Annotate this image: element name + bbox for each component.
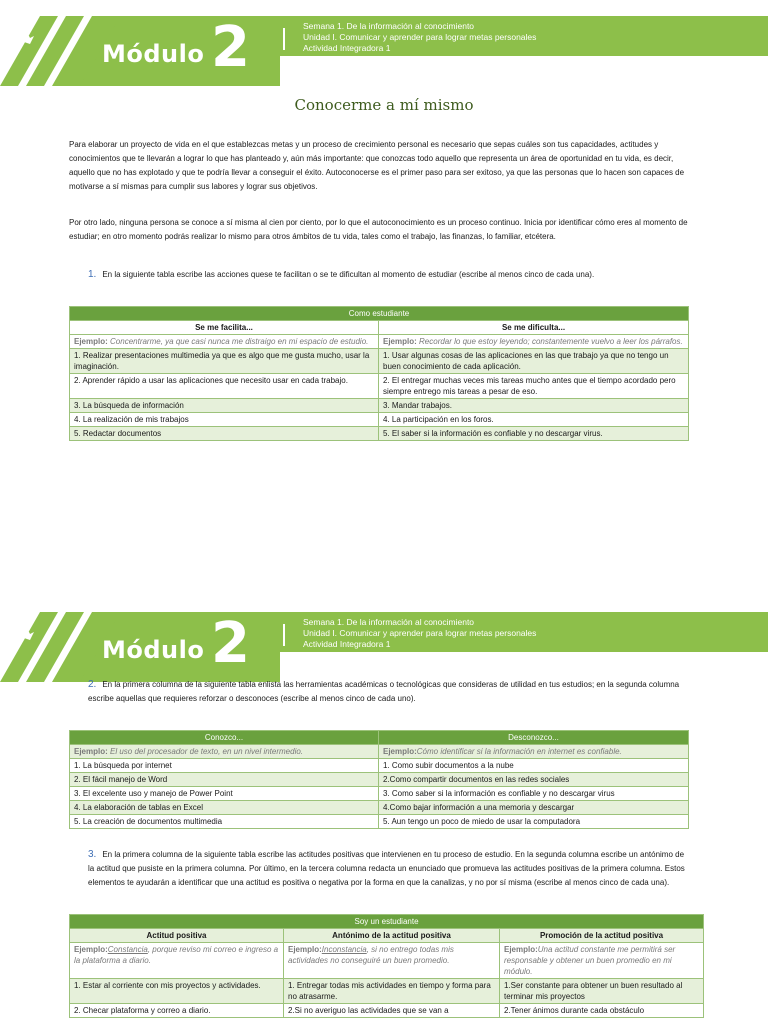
table-row [70,759,689,773]
table-cell: 1. Estar al corriente con mis proyectos y actividades. [70,979,284,1004]
table-cell: 4.Como bajar información a una memoria y descargar [379,801,689,815]
page-2 [0,596,768,1024]
banner-unit: Unidad I. Comunicar y aprender para lograr metas personales [303,628,537,638]
page-title: Conocerme a mí mismo [294,96,474,114]
table-row [70,399,689,413]
example-cell: Ejemplo: Concentrarme, ya que casi nunca me distraigo en mi espacio de estudio. [70,335,379,349]
table-cell: 4. La participación en los foros. [379,413,689,427]
table-cell: 2.Como compartir documentos en las redes sociales [379,773,689,787]
table-cell: 5. El saber si la información es confiable y no descargar virus. [379,427,689,441]
question-text: En la primera columna de la siguiente tabla enlista las herramientas académicas o tecnológicas que consideras de utilidad en tus estudios; en la segunda columna escribe aquellas que requieres reforzar o desconoces (escribe al menos cinco de cada uno). [88,680,680,703]
table-cell: 2. El entregar muchas veces mis tareas mucho antes que el tiempo acordado pero siempre entrego mis tareas a pesar de eso. [379,374,689,399]
column-header: Se me dificulta... [379,321,689,335]
table-row [70,745,689,759]
table-row [70,1004,704,1018]
banner-divider [283,28,285,50]
table-title: Como estudiante [70,307,689,321]
table-cell: 3. La búsqueda de información [70,399,379,413]
table-row [70,413,689,427]
banner-unit: Unidad I. Comunicar y aprender para lograr metas personales [303,32,537,42]
banner-activity: Actividad Integradora 1 [303,639,391,649]
table-cell: 5. Redactar documentos [70,427,379,441]
table-cell: 1.Ser constante para obtener un buen resultado al terminar mis proyectos [500,979,704,1004]
table-cell: 1. Realizar presentaciones multimedia ya que es algo que me gusta mucho, usar la imaginación. [70,349,379,374]
table-cell: 3. Como saber si la información es confiable y no descargar virus [379,787,689,801]
module-number: 2 [211,15,250,80]
column-header: Conozco... [70,731,379,745]
question-number: 2. [88,679,97,690]
table-cell: 2.Tener ánimos durante cada obstáculo [500,1004,704,1018]
banner-week: Semana 1. De la información al conocimiento [303,617,475,627]
column-header: Desconozco... [379,731,689,745]
table-cell: 3. El excelente uso y manejo de Power Point [70,787,379,801]
table-cell: 5. La creación de documentos multimedia [70,815,379,829]
table-cell: 3. Mandar trabajos. [379,399,689,413]
question-1 [88,268,698,282]
example-cell: Ejemplo:Una actitud constante me permitirá ser responsable y obtener un buen promedio en mi módulo. [500,943,704,979]
banner-activity: Actividad Integradora 1 [303,43,391,53]
table-row [70,979,704,1004]
table-cell: 4. La realización de mis trabajos [70,413,379,427]
question-number: 1. [88,269,97,280]
module-banner [0,612,768,682]
intro-paragraph-1: Para elaborar un proyecto de vida en el que establezcas metas y un proceso de crecimiento personal es necesario que sepas cuáles son tus capacidades, actitudes y conocimientos que te llevarán a lograr lo que has planteado y, aún más importante: que conozcas todo aquello que representa un área de oportunidad en tu vida, es decir, aquello que no has explotado y que te podría llevar a conseguir el éxito. Autoconocerse es el primer paso para ser exitoso, ya que las personas que lo hacen son capaces de motivarse a sí mismas para cumplir sus labores y lograr sus objetivos. [69,140,685,191]
table-row [70,335,689,349]
table-conozco-desconozco [69,730,689,829]
question-2 [88,678,688,706]
banner-week: Semana 1. De la información al conocimiento [303,21,475,31]
table-row [70,787,689,801]
table-cell: 2. El fácil manejo de Word [70,773,379,787]
table-cell: 1. La búsqueda por internet [70,759,379,773]
column-header: Antónimo de la actitud positiva [284,929,500,943]
sep-logo-icon [0,624,36,648]
question-3 [88,848,688,890]
table-cell: 2. Aprender rápido a usar las aplicaciones que necesito usar en cada trabajo. [70,374,379,399]
column-header: Promoción de la actitud positiva [500,929,704,943]
table-cell: 1. Como subir documentos a la nube [379,759,689,773]
example-cell: Ejemplo:Cómo identificar si la información en internet es confiable. [379,745,689,759]
table-title: Soy un estudiante [70,915,704,929]
table-row [70,801,689,815]
table-cell: 2. Checar plataforma y correo a diario. [70,1004,284,1018]
table-row [70,815,689,829]
table-soy-estudiante [69,914,704,1018]
table-cell: 1. Usar algunas cosas de las aplicaciones en las que trabajo ya que no tengo un buen conocimiento de cada aplicación. [379,349,689,374]
table-cell: 2.Si no averiguo las actividades que se van a [284,1004,500,1018]
question-text: En la primera columna de la siguiente tabla escribe las actitudes positivas que intervienen en tu proceso de estudio. En la segunda columna escribe un antónimo de la actitud que pusiste en la primera columna. Por último, en la tercera columna redacta un enunciado que promueva las actitudes positivas de la primera columna. Estos elementos te ayudarán a identificar que una actitud es positiva o negativa por la forma en que la canalizas, y no por sí misma (escribe al menos cinco de cada una). [88,850,685,887]
column-header: Actitud positiva [70,929,284,943]
module-number: 2 [211,611,250,676]
column-header: Se me facilita... [70,321,379,335]
table-row [70,773,689,787]
table-row [70,943,704,979]
table-row [70,374,689,399]
banner-divider [283,624,285,646]
module-label: Módulo [102,636,205,664]
module-label: Módulo [102,40,205,68]
table-cell: 1. Entregar todas mis actividades en tiempo y forma para no atrasarme. [284,979,500,1004]
table-como-estudiante [69,306,689,441]
intro-paragraph-2: Por otro lado, ninguna persona se conoce a sí misma al cien por ciento, por lo que el autoconocimiento es un proceso continuo. Inicia por identificar cómo eres al momento de estudiar; en otro momento podrás realizar lo mismo para otros ámbitos de tu vida, tales como el trabajo, las finanzas, lo familiar, etcétera. [69,218,688,241]
example-cell: Ejemplo: El uso del procesador de texto, en un nivel intermedio. [70,745,379,759]
question-text: En la siguiente tabla escribe las acciones quese te facilitan o se te dificultan al momento de estudiar (escribe al menos cinco de cada una). [102,270,595,279]
example-cell: Ejemplo:Constancia, porque reviso mi correo e ingreso a la plataforma a diario. [70,943,284,979]
table-row [70,349,689,374]
example-cell: Ejemplo:Inconstancia, si no entrego todas mis actividades no conseguiré un buen promedio. [284,943,500,979]
table-cell: 5. Aun tengo un poco de miedo de usar la computadora [379,815,689,829]
sep-logo-icon [0,28,36,52]
table-cell: 4. La elaboración de tablas en Excel [70,801,379,815]
question-number: 3. [88,849,97,860]
module-banner [0,16,768,86]
example-cell: Ejemplo: Recordar lo que estoy leyendo; constantemente vuelvo a leer los párrafos. [379,335,689,349]
table-row [70,427,689,441]
